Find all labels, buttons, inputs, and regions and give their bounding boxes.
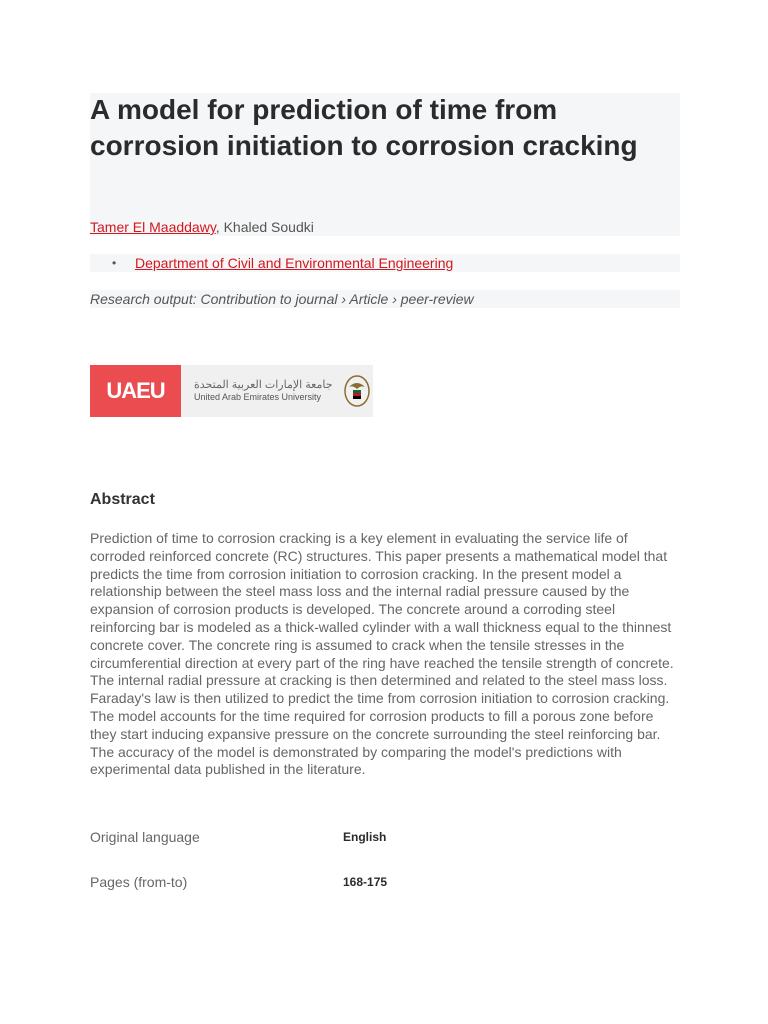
original-language-label: Original language (90, 829, 200, 845)
department-link[interactable]: Department of Civil and Environmental Engineering (135, 255, 454, 271)
uaeu-logo (90, 365, 373, 417)
uaeu-logo-mark: UAEU (90, 365, 181, 417)
uaeu-english-name: United Arab Emirates University (194, 392, 322, 402)
original-language-value: English (343, 830, 387, 844)
uaeu-logo-names (194, 379, 333, 403)
abstract-heading: Abstract (90, 491, 155, 508)
research-output: Research output: Contribution to journal › Article › peer-review (90, 290, 680, 308)
page-title: A model for prediction of time from corrosion initiation to corrosion cracking (90, 94, 638, 161)
abstract-text: Prediction of time to corrosion cracking is a key element in evaluating the service life of corroded reinforced concrete (RC) structures. This paper presents a mathematical model that predicts the time from corrosion initiation to corrosion cracking. In the present model a relationship between the steel mass loss and the internal radial pressure caused by the expansion of corrosion products is developed. The concrete around a corroding steel reinforcing bar is modeled as a thick-walled cylinder with a wall thickness equal to the thinnest concrete cover. The concrete ring is assumed to crack when the tensile stresses in the circumferential direction at every part of the ring have reached the tensile strength of concrete. The internal radial pressure at cracking is then determined and related to the steel mass loss. Faraday's law is then utilized to predict the time from corrosion initiation to corrosion cracking. The model accounts for the time required for corrosion products to fill a porous zone before they start inducing expansive pressure on the concrete surrounding the steel reinforcing bar. The accuracy of the model is demonstrated by comparing the model's predictions with experimental data published in the literature. (90, 530, 674, 778)
author-khaled-soudki: Khaled Soudki (223, 219, 314, 235)
pages-label: Pages (from-to) (90, 874, 188, 890)
department-list-item (90, 254, 680, 272)
falcon-emblem-icon (343, 373, 371, 409)
author-separator: , (215, 219, 224, 235)
authors (90, 218, 314, 236)
author-link-tamer-el-maaddawy[interactable]: Tamer El Maaddawy (90, 219, 216, 235)
bullet-icon: • (112, 256, 117, 270)
uaeu-arabic-name: جامعة الإمارات العربية المتحدة (194, 379, 333, 391)
pages-value: 168-175 (343, 875, 388, 889)
